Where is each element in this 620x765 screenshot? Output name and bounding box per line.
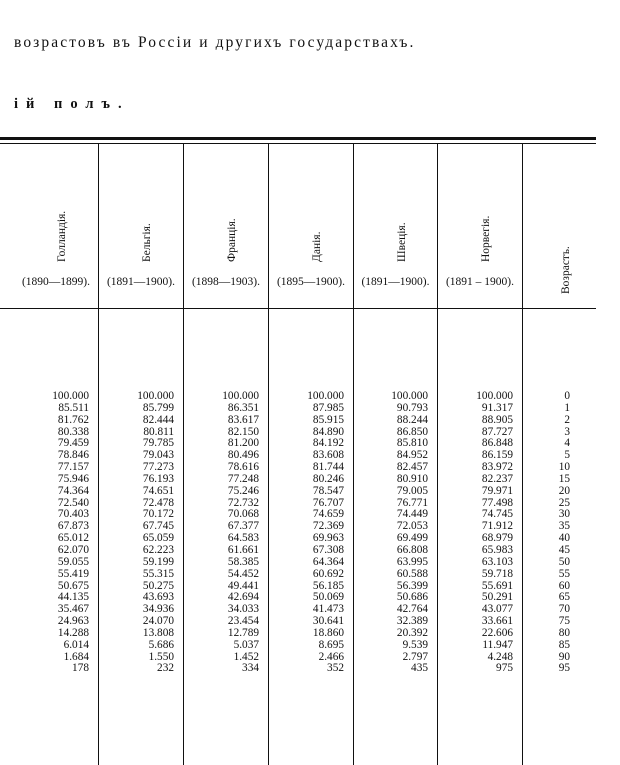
table-cell: 67.745 [142, 520, 174, 533]
table-cell: 35 [558, 520, 570, 533]
table-cell: 64.364 [312, 555, 344, 568]
table-cell: 42.764 [396, 603, 428, 616]
table-cell: 1.550 [148, 650, 174, 663]
table-cell: 10 [558, 461, 570, 474]
column-values [137, 391, 174, 675]
table-cell: 88.905 [481, 413, 513, 426]
table-cell: 32.389 [396, 615, 428, 628]
table-cell: 72.540 [57, 496, 89, 509]
table-cell: 79.785 [142, 437, 174, 450]
table-cell: 100.000 [222, 390, 259, 402]
table-cell: 2.466 [318, 650, 344, 663]
column-years: (1891—1900). [106, 276, 176, 288]
table-cell: 65 [558, 591, 570, 604]
table-cell: 80 [558, 626, 570, 639]
column-header [354, 144, 437, 308]
table-cell: 59.718 [481, 567, 513, 580]
table-cell: 74.364 [57, 484, 89, 497]
table-cell: 100.000 [391, 390, 428, 402]
table-cell: 34.936 [142, 603, 174, 616]
column-header [438, 144, 522, 308]
table-cell: 77.248 [227, 472, 259, 485]
table-cell: 75.246 [227, 484, 259, 497]
table-cell: 75.946 [57, 472, 89, 485]
table-cell: 2.797 [402, 650, 428, 663]
table-cell: 975 [496, 662, 513, 675]
table-cell: 50.675 [57, 579, 89, 592]
table-cell: 55.419 [57, 567, 89, 580]
table-cell: 5.686 [148, 638, 174, 651]
table-cell: 50.275 [142, 579, 174, 592]
table-cell: 72.732 [227, 496, 259, 509]
table-cell: 80.910 [396, 472, 428, 485]
table-cell: 22.606 [481, 626, 513, 639]
table-cell: 77.498 [481, 496, 513, 509]
table-cell: 81.762 [57, 413, 89, 426]
table-cell: 63.103 [481, 555, 513, 568]
column-norway [438, 144, 523, 765]
table-cell: 85.810 [396, 437, 428, 450]
table-subheading: ій полъ. [14, 96, 130, 112]
table-cell: 2 [564, 413, 570, 426]
column-name: Бельгія. [141, 223, 153, 262]
table-cell: 30 [558, 508, 570, 521]
table-cell: 74.659 [312, 508, 344, 521]
table-cell: 74.651 [142, 484, 174, 497]
column-years: (1890—1899). [21, 276, 91, 288]
table-cell: 85 [558, 638, 570, 651]
column-years: (1895—1900). [276, 276, 346, 288]
table-cell: 1 [564, 401, 570, 414]
table-cell: 50.069 [312, 591, 344, 604]
table-cell: 232 [157, 662, 174, 675]
table-cell: 79.459 [57, 437, 89, 450]
table-cell: 86.159 [481, 449, 513, 462]
table-cell: 78.616 [227, 461, 259, 474]
table-cell: 85.915 [312, 413, 344, 426]
table-cell: 70.403 [57, 508, 89, 521]
table-cell: 4.248 [487, 650, 513, 663]
column-netherlands [14, 144, 99, 765]
table-cell: 81.744 [312, 461, 344, 474]
table-cell: 55.691 [481, 579, 513, 592]
table-cell: 76.771 [396, 496, 428, 509]
table-cell: 59.055 [57, 555, 89, 568]
table-cell: 435 [411, 662, 428, 675]
column-sweden [354, 144, 438, 765]
column-name: Франція. [226, 218, 238, 262]
table-cell: 12.789 [227, 626, 259, 639]
table-cell: 24.963 [57, 615, 89, 628]
table-cell: 49.441 [227, 579, 259, 592]
column-header [99, 144, 183, 308]
table-cell: 55.315 [142, 567, 174, 580]
table-cell: 77.157 [57, 461, 89, 474]
table-cell: 69.499 [396, 532, 428, 545]
table-cell: 90 [558, 650, 570, 663]
table-cell: 91.317 [481, 401, 513, 414]
table-cell: 45 [558, 543, 570, 556]
table-cell: 15 [558, 472, 570, 485]
table-cell: 67.308 [312, 543, 344, 556]
table-cell: 8.695 [318, 638, 344, 651]
table-cell: 80.246 [312, 472, 344, 485]
column-years: (1891—1900). [361, 276, 430, 288]
table-cell: 82.457 [396, 461, 428, 474]
table-cell: 6.014 [63, 638, 89, 651]
table-cell: 40 [558, 532, 570, 545]
table-cell: 4 [564, 437, 570, 450]
table-cell: 90.793 [396, 401, 428, 414]
table-cell: 100.000 [476, 390, 513, 402]
column-values [52, 391, 89, 675]
column-name: Возрастъ. [559, 246, 572, 294]
table-cell: 70.068 [227, 508, 259, 521]
table-cell: 100.000 [52, 390, 89, 402]
table-cell: 56.399 [396, 579, 428, 592]
column-age [523, 144, 596, 765]
table-cell: 18.860 [312, 626, 344, 639]
table-cell: 79.005 [396, 484, 428, 497]
table-cell: 66.808 [396, 543, 428, 556]
table-cell: 24.070 [142, 615, 174, 628]
column-name: Данія. [311, 231, 323, 262]
table-cell: 100.000 [307, 390, 344, 402]
column-name: Голландія. [56, 210, 68, 262]
column-belgium [99, 144, 184, 765]
table-cell: 178 [72, 662, 89, 675]
table-cell: 83.608 [312, 449, 344, 462]
table-cell: 30.641 [312, 615, 344, 628]
table-cell: 42.694 [227, 591, 259, 604]
table-cell: 50 [558, 555, 570, 568]
column-values [559, 391, 570, 675]
table-cell: 1.452 [233, 650, 259, 663]
table-cell: 44.135 [57, 591, 89, 604]
table-cell: 68.979 [481, 532, 513, 545]
top-rule-thick [0, 137, 596, 140]
table-cell: 352 [327, 662, 344, 675]
column-values [391, 391, 428, 675]
table-cell: 35.467 [57, 603, 89, 616]
table-cell: 75 [558, 615, 570, 628]
table-cell: 54.452 [227, 567, 259, 580]
table-cell: 43.693 [142, 591, 174, 604]
table-cell: 84.192 [312, 437, 344, 450]
table-cell: 64.583 [227, 532, 259, 545]
table-cell: 80.811 [143, 425, 174, 438]
table-cell: 20.392 [396, 626, 428, 639]
table-cell: 34.033 [227, 603, 259, 616]
table-cell: 79.043 [142, 449, 174, 462]
table-cell: 79.971 [481, 484, 513, 497]
table-cell: 23.454 [227, 615, 259, 628]
column-header [184, 144, 268, 308]
table-cell: 55 [558, 567, 570, 580]
table-cell: 59.199 [142, 555, 174, 568]
table-cell: 87.727 [481, 425, 513, 438]
table-cell: 85.511 [58, 401, 89, 414]
column-header [269, 144, 353, 308]
column-years: (1898—1903). [191, 276, 261, 288]
column-name: Норвегія. [480, 215, 492, 262]
column-france [184, 144, 269, 765]
column-header [523, 144, 596, 308]
table-cell: 62.070 [57, 543, 89, 556]
table-cell: 50.686 [396, 591, 428, 604]
table-cell: 88.244 [396, 413, 428, 426]
table-cell: 14.288 [57, 626, 89, 639]
table-cell: 78.547 [312, 484, 344, 497]
table-cell: 70 [558, 603, 570, 616]
table-cell: 67.377 [227, 520, 259, 533]
table-cell: 5.037 [233, 638, 259, 651]
table-cell: 25 [558, 496, 570, 509]
table-cell: 72.369 [312, 520, 344, 533]
table-cell: 82.150 [227, 425, 259, 438]
table-cell: 80.338 [57, 425, 89, 438]
table-cell: 100.000 [137, 390, 174, 402]
table-cell: 41.473 [312, 603, 344, 616]
table-heading: возрастовъ въ Россіи и другихъ государствахъ. [14, 34, 416, 51]
table-cell: 86.848 [481, 437, 513, 450]
column-name: Швеція. [395, 222, 408, 262]
table-cell: 81.200 [227, 437, 259, 450]
table-cell: 74.745 [481, 508, 513, 521]
table-cell: 13.808 [142, 626, 174, 639]
table-cell: 83.617 [227, 413, 259, 426]
table-cell: 77.273 [142, 461, 174, 474]
table-cell: 82.237 [481, 472, 513, 485]
table-cell: 50.291 [481, 591, 513, 604]
table-cell: 83.972 [481, 461, 513, 474]
table-cell: 1.684 [63, 650, 89, 663]
table-cell: 5 [564, 449, 570, 462]
table-cell: 60.692 [312, 567, 344, 580]
table-cell: 65.059 [142, 532, 174, 545]
column-years: (1891 – 1900). [445, 276, 515, 288]
table-cell: 56.185 [312, 579, 344, 592]
column-values [222, 391, 259, 675]
table-cell: 95 [558, 662, 570, 675]
table-cell: 84.952 [396, 449, 428, 462]
table-cell: 82.444 [142, 413, 174, 426]
table-cell: 3 [564, 425, 570, 438]
table-cell: 65.983 [481, 543, 513, 556]
table-cell: 60 [558, 579, 570, 592]
table-cell: 20 [558, 484, 570, 497]
table-cell: 72.053 [396, 520, 428, 533]
table-cell: 11.947 [482, 638, 513, 651]
column-denmark [269, 144, 354, 765]
table-cell: 76.193 [142, 472, 174, 485]
table-cell: 43.077 [481, 603, 513, 616]
table-cell: 33.661 [481, 615, 513, 628]
table-cell: 72.478 [142, 496, 174, 509]
column-header [14, 144, 98, 308]
table-cell: 67.873 [57, 520, 89, 533]
table-cell: 69.963 [312, 532, 344, 545]
table-cell: 74.449 [396, 508, 428, 521]
table-cell: 71.912 [481, 520, 513, 533]
table-cell: 86.351 [227, 401, 259, 414]
table-cell: 85.799 [142, 401, 174, 414]
table-cell: 78.846 [57, 449, 89, 462]
table-cell: 61.661 [227, 543, 259, 556]
table-cell: 70.172 [142, 508, 174, 521]
table-cell: 62.223 [142, 543, 174, 556]
table-cell: 65.012 [57, 532, 89, 545]
table-cell: 0 [564, 390, 570, 402]
table-cell: 76.707 [312, 496, 344, 509]
column-values [476, 391, 513, 675]
table-cell: 334 [242, 662, 259, 675]
table-cell: 87.985 [312, 401, 344, 414]
table-cell: 9.539 [402, 638, 428, 651]
table-cell: 60.588 [396, 567, 428, 580]
table-cell: 80.496 [227, 449, 259, 462]
table-cell: 58.385 [227, 555, 259, 568]
column-values [307, 391, 344, 675]
table-cell: 86.850 [396, 425, 428, 438]
table-cell: 63.995 [396, 555, 428, 568]
table-cell: 84.890 [312, 425, 344, 438]
